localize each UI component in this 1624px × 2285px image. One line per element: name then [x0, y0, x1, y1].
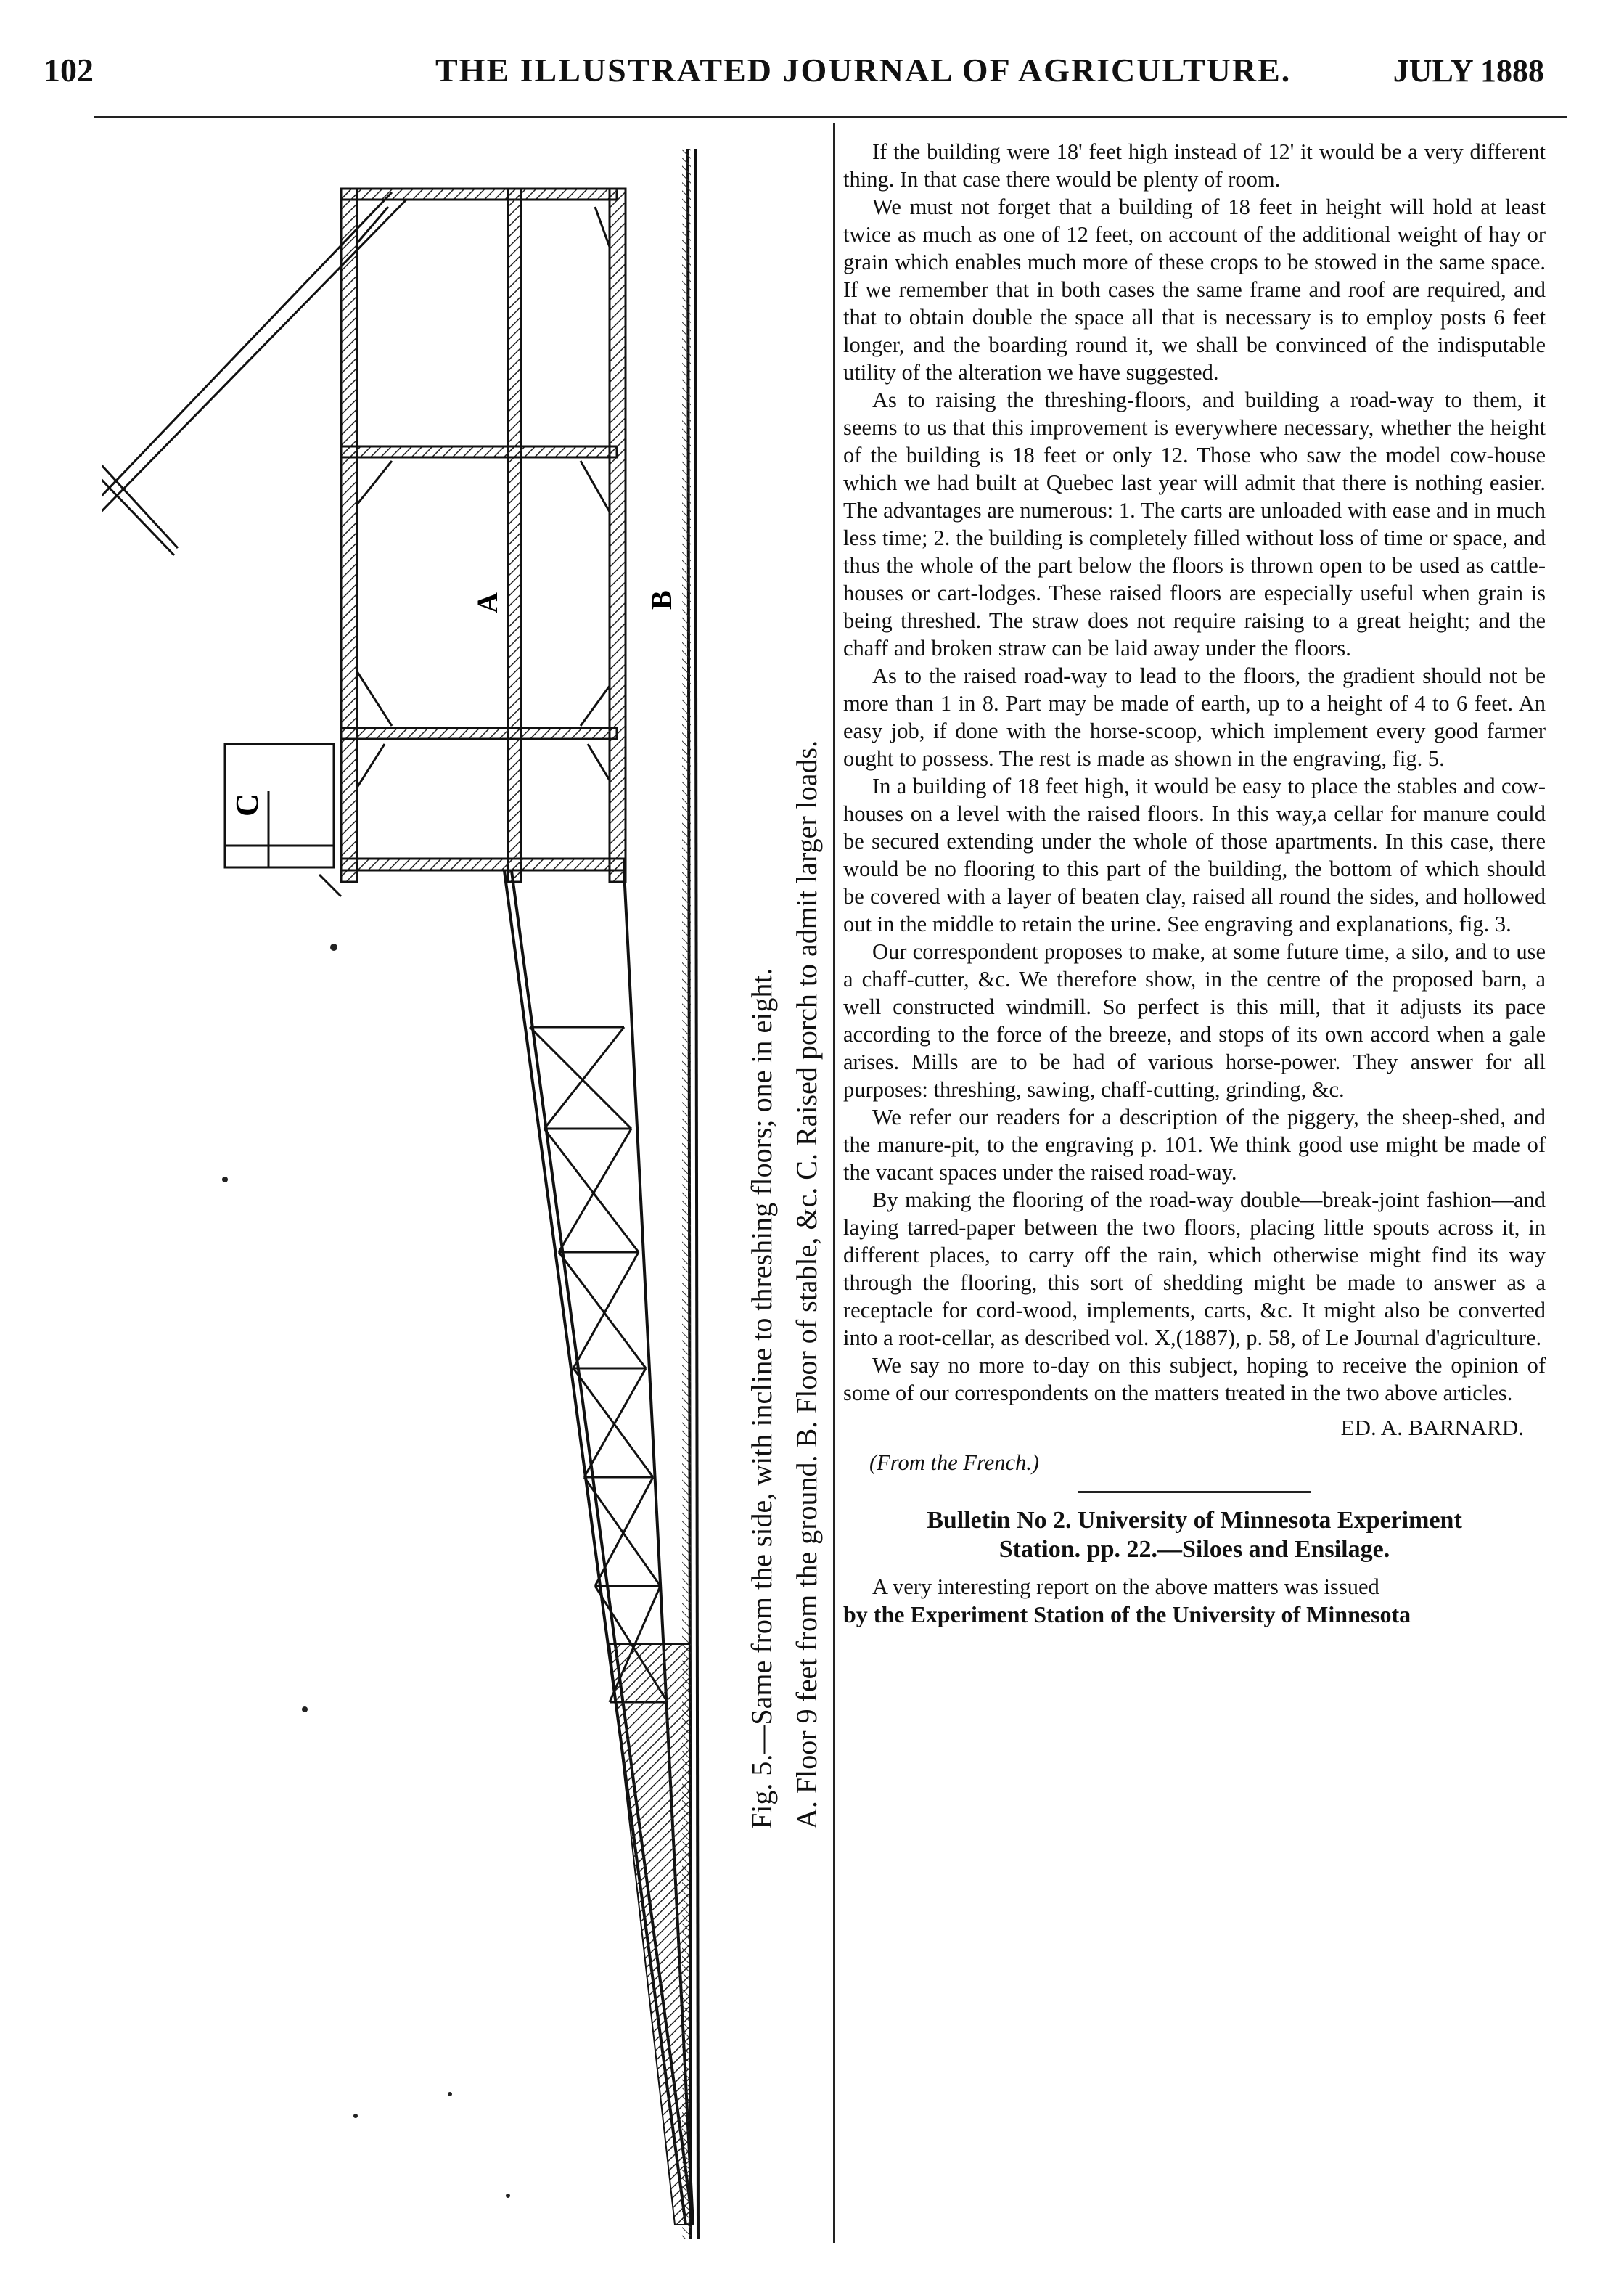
section-rule: [1078, 1491, 1311, 1493]
article-paragraph: We must not forget that a building of 18 feet in height will hold at least twice as much as one of 12 feet, on account of the additional weight of hay or grain which enables much more of these crops to be stowed in the same space. If we remember that in both cases the same frame and roof are required, and that to obtain double the space all that is necessary is to employ posts 6 feet longer, and the boarding round it, we shall be convinced of the indisputable utility of the alteration we have suggested.: [843, 195, 1546, 385]
article-paragraph: We say no more to-day on this subject, hoping to receive the opinion of some of our correspondents on the matters treated in the two above articles.: [843, 1353, 1546, 1405]
article-column: [843, 138, 1546, 1628]
article-paragraph: By making the flooring of the road-way double—break-joint fashion—and laying tarred-paper between the two floors, placing little spouts across it, in different places, to carry off the rain, which otherwise might find its way through the flooring, this sort of shedding might be made to answer as a receptacle for cord-wood, implements, carts, &c. It might also be converted into a root-cellar, as described vol. X,(1887), p. 58, of Le Journal d'agriculture.: [843, 1188, 1546, 1350]
bulletin-heading-line-2: Station. pp. 22.—Siloes and Ensilage.: [998, 1536, 1390, 1563]
label-c: C: [229, 793, 265, 817]
bulletin-intro-line-2: by the Experiment Station of the University of Minnesota: [843, 1601, 1411, 1627]
barn-side-elevation: [102, 120, 827, 2254]
article-paragraph: In a building of 18 feet high, it would be easy to place the stables and cow-houses on a level with the raised floors. In this way,a cellar for manure could be secured extending under the whole of those apartments. In this case, there would be no flooring to this part of the building, the bottom of which should be covered with a layer of beaten clay, raised all round the sides, and hollowed out in the middle to retain the urine. See engraving and explanations, fig. 3.: [843, 774, 1546, 936]
caption-line-1: Fig. 5.—Same from the side, with incline to threshing floors; one in eight.: [745, 968, 778, 1829]
barn-engraving: [102, 120, 827, 2254]
article-paragraph: If the building were 18' feet high instead of 12' it would be a very different thing. In that case there would be plenty of room.: [843, 139, 1546, 192]
barn-frame: [341, 189, 626, 882]
page-number: 102: [44, 52, 94, 89]
header-rule: [94, 116, 1567, 118]
journal-title: THE ILLUSTRATED JOURNAL OF AGRICULTURE.: [435, 52, 1292, 89]
article-paragraph: We refer our readers for a description of the piggery, the sheep-shed, and the manure-pit, to the engraving p. 101. We think good use might be made of the vacant spaces under the raised road-way.: [843, 1105, 1546, 1185]
label-b: B: [645, 590, 678, 610]
source-note: (From the French.): [869, 1450, 1040, 1475]
earth-embankment: [610, 1644, 691, 2225]
bulletin-heading-line-1: Bulletin No 2. University of Minnesota Experiment: [927, 1507, 1462, 1534]
bulletin-heading: [843, 1506, 1546, 1564]
author-signature: ED. A. BARNARD.: [1340, 1415, 1524, 1440]
bulletin-intro-line-1: A very interesting report on the above matters was issued: [872, 1574, 1379, 1599]
article-paragraph: As to raising the threshing-floors, and building a road-way to them, it seems to us that this improvement is everywhere necessary, whether the height of the building is 18 feet or only 12. Those who saw the model cow-house which we had built at Quebec last year will admit that there is nothing easier. The advantages are numerous: 1. The carts are unloaded with ease and in much less time; 2. the building is completely filled without loss of time or space, and thus the whole of the part below the floors is thrown open to be used as cattle-houses or cart-lodges. These raised floors are especially useful when grain is being threshed. The straw does not require raising to a great height; and the chaff and broken straw can be laid away under the floors.: [843, 388, 1546, 661]
figure-caption: [740, 131, 834, 1829]
article-paragraph: As to the raised road-way to lead to the floors, the gradient should not be more than 1 in 8. Part may be made of earth, up to a height of 4 to 6 feet. An easy job, if done with the horse-scoop, which implement every good farmer ought to possess. The rest is made as shown in the engraving, fig. 5.: [843, 663, 1546, 771]
caption-line-2: A. Floor 9 feet from the ground. B. Floor of stable, &c. C. Raised porch to admit larger loads.: [790, 740, 823, 1829]
page-header: [0, 45, 1624, 103]
label-a: A: [471, 592, 504, 613]
article-paragraph: Our correspondent proposes to make, at some future time, a silo, and to use a chaff-cutter, &c. We therefore show, in the centre of the proposed barn, a well constructed windmill. So perfect is this mill, that it adjusts its pace according to the force of the breeze, and stops of its own accord when a gale arises. Mills are to be had of various horse-power. They answer for all purposes: threshing, sawing, chaff-cutting, grinding, &c.: [843, 939, 1546, 1102]
porch-c: [225, 744, 341, 896]
roadway-trestles: [530, 1027, 668, 1702]
column-divider: [833, 123, 835, 2243]
engraving-specks: [222, 944, 510, 2198]
issue-date: JULY 1888: [1393, 53, 1544, 89]
